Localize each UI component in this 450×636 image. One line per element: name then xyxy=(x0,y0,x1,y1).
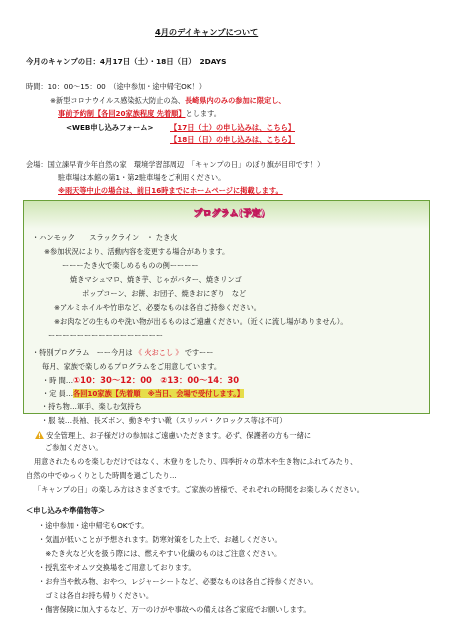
apply-link-17[interactable]: 【17日（土）の申し込みは、こちら】 xyxy=(170,123,296,132)
venue-line: 会場：国立諫早青少年自然の家 環境学習部周辺 「キャンプの日」のぼり旗が目印です！） xyxy=(26,160,325,169)
web-form-label: <WEB申し込みフォーム> xyxy=(66,123,154,132)
notes-item: ・途中参加・途中帰宅もOKです。 xyxy=(38,521,149,530)
time-label: ・時 間… xyxy=(42,376,74,385)
food-row-1: 焼きマシュマロ、焼き芋、じゃがバター、焼きリンゴ xyxy=(70,275,242,284)
closing-line-2: 自然の中でゆっくりとした時間を過ごしたり… xyxy=(26,471,177,480)
warning-icon xyxy=(35,431,44,439)
program-box xyxy=(23,200,430,414)
camp-date: 今月のキャンプの日：4月17日（土）・18日（日） 2DAYS xyxy=(26,57,227,66)
rain-notice: ※雨天等中止の場合は、前日16時までにホームページに掲載します。 xyxy=(58,186,283,195)
covid-prefix: ※新型コロナウイルス感染拡大防止の為、 xyxy=(50,96,185,105)
foil-note: ※アルミホイルや竹串など、必要なものは各自ご持参ください。 xyxy=(54,303,261,312)
notes-heading: ＜申し込みや準備物等＞ xyxy=(26,506,106,515)
closing-line-1: 用意されたものを楽しむだけではなく、木登りをしたり、四季折々の草木や生き物にふれてみたり、 xyxy=(34,457,358,466)
weather-note: ※参加状況により、活動内容を変更する場合があります。 xyxy=(44,247,230,256)
special-program xyxy=(32,349,213,356)
time-row xyxy=(42,376,239,384)
apply-link-18[interactable]: 【18日（日）の申し込みは、こちら】 xyxy=(170,135,296,144)
special-prefix: ・特別プログラム ーー今月は xyxy=(32,348,133,357)
special-desc: 毎月、家族で楽しめるプログラムをご用意しています。 xyxy=(42,362,222,371)
time-line: 時間：10：00〜15：00 （途中参加・途中帰宅OK！） xyxy=(26,82,206,91)
reservation-suffix: とします。 xyxy=(185,109,221,118)
safety-line-2: ご参加ください。 xyxy=(45,443,103,452)
wash-note: ※お肉などの生ものや洗い物が出るものはご遠慮ください。（近くに流し場がありません）。 xyxy=(54,317,348,326)
bring-items: ・持ち物…軍手、楽しむ気持ち xyxy=(41,402,142,411)
reservation-line xyxy=(58,110,221,117)
covid-notice xyxy=(50,97,286,104)
notes-item: ・授乳室やオムツ交換場をご用意しております。 xyxy=(38,563,196,572)
closing-line-3: 「キャンプの日」の楽しみ方はさまざまです。ご家族の皆様で、それぞれの時間をお楽しみください。 xyxy=(34,485,364,494)
notes-item: ・気温が低いことが予想されます。防寒対策をした上で、お越しください。 xyxy=(38,535,282,544)
program-items: ・ハンモック スラックライン ・ たき火 xyxy=(32,233,178,242)
food-row-2: ポップコーン、お餅、お団子、焼きおにぎり など xyxy=(82,289,247,298)
capacity-label: ・定 員… xyxy=(42,389,74,398)
reservation-red: 事前予約制【各回20家族程度 先着順】 xyxy=(58,109,186,118)
page-title: 4月のデイキャンプについて xyxy=(155,27,259,37)
safety-text-1: 安全管理上、お子様だけの参加はご遠慮いただきます。必ず、保護者の方も一緒に xyxy=(46,431,312,440)
notes-item: ※たき火など火を扱う際には、燃えやすい化繊のものはご注意ください。 xyxy=(38,549,282,558)
special-suffix: ですーー xyxy=(184,348,214,357)
time-value: ①10：30〜12：00 ②13：00〜14：30 xyxy=(73,375,240,385)
notes-item: ゴミは各自お持ち帰りください。 xyxy=(38,591,154,600)
capacity-row xyxy=(42,390,244,397)
program-heading: プログラム(予定) xyxy=(193,209,265,219)
special-name: 《 火おこし 》 xyxy=(134,348,183,357)
parking-note: 駐車場は本館の第1・第2駐車場をご利用ください。 xyxy=(58,173,226,182)
capacity-value: 各回10家族【先着順 ※当日、会場で受付します。】 xyxy=(73,389,244,398)
notes-item: ・傷害保険に加入するなど、万一のけがや事故への備えは各ご家庭でお願いします。 xyxy=(38,605,311,614)
food-header: ーーーたき火で楽しめるものの例ーーーー xyxy=(62,261,199,270)
dash-separator: ーーーーーーーーーーーーーーーー xyxy=(48,331,164,340)
clothing: ・服 装…長袖、長ズボン、動きやすい靴（スリッパ・クロックス等は不可） xyxy=(41,416,287,425)
notes-item: ・お弁当や飲み物、おやつ、レジャーシートなど、必要なものは各自ご持参ください。 xyxy=(38,577,318,586)
covid-red: 長崎県内のみの参加に限定し、 xyxy=(184,96,286,105)
safety-line-1 xyxy=(35,430,311,439)
